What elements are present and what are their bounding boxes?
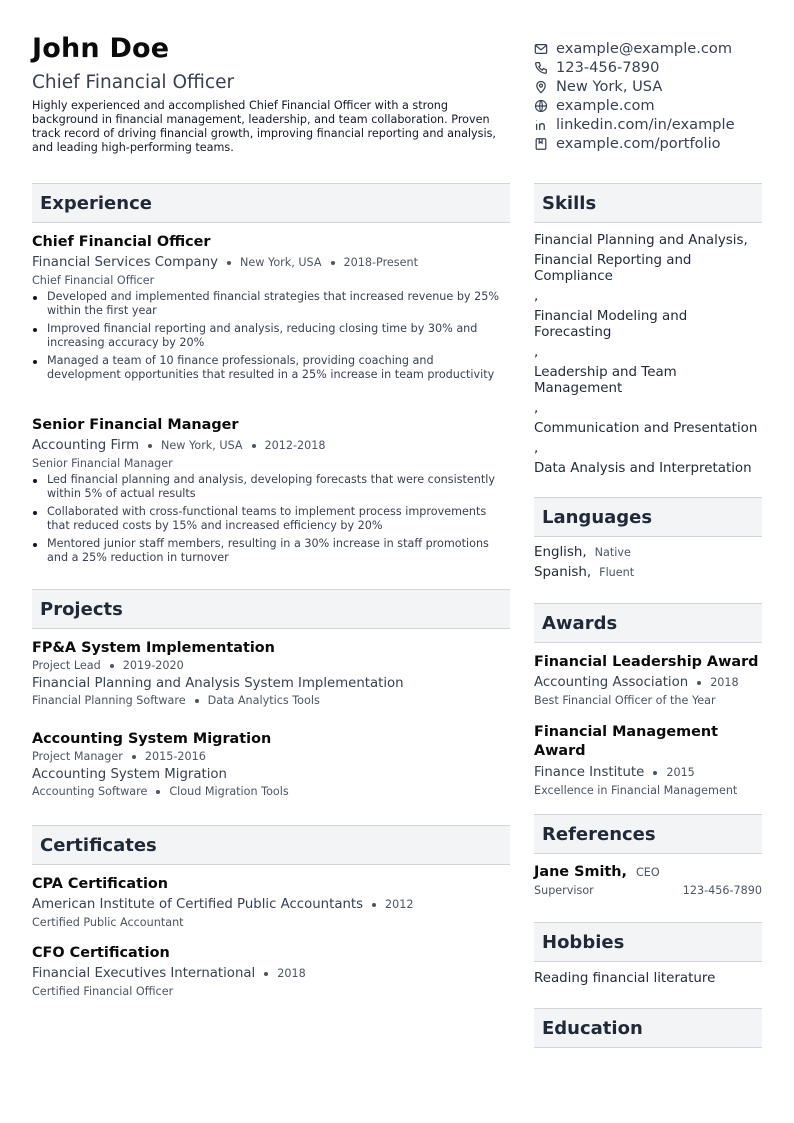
certificate-issuer-line [32,897,510,912]
location-pin-icon [534,80,548,94]
separator-dot [653,771,657,775]
award-org: Accounting Association [534,675,689,690]
experience-item [32,417,510,569]
project-description: Accounting System Migration [32,767,227,782]
skills-list [534,233,762,477]
certificate-year: 2012 [385,898,414,911]
summary: Highly experienced and accomplished Chief Financial Officer with a strong background in financial management, leadership, and team collaboration. Proven track record of driving financial growth, improving financial reporting and analysis, and leading high-performing teams. [32,99,496,154]
candidate-title: Chief Financial Officer [32,72,235,93]
skill-item: Financial Modeling and Forecasting [534,309,688,340]
contact-location-text: New York, USA [556,78,663,95]
skill-separator: , [534,289,539,304]
mail-icon [534,42,548,56]
contact-email[interactable] [534,39,774,58]
job-org-line [32,438,510,453]
project-tool: Financial Planning Software [32,694,186,707]
job-bullet: Mentored junior staff members, resulting in a 30% increase in staff promotions and a 25% reduction in turnover [32,537,510,565]
certificate-description: Certified Financial Officer [32,985,174,998]
contact-portfolio-text: example.com/portfolio [556,135,721,152]
language-name: Spanish, [534,565,592,580]
certificate-issuer: American Institute of Certified Public Accountants [32,897,364,912]
project-tools [32,785,510,798]
job-company: Accounting Firm [32,438,140,453]
job-bullet: Developed and implemented financial strategies that increased revenue by 25% within the first year [32,290,510,318]
reference-name: Jane Smith, [534,864,627,880]
certificate-item [32,945,510,998]
job-bullet: Managed a team of 10 finance professionals, providing coaching and development opportunities that resulted in a 25% increase in team productivity [32,354,510,382]
project-tool: Accounting Software [32,785,148,798]
experience-item [32,234,510,386]
linkedin-icon [534,118,548,132]
job-bullets [32,473,510,565]
contact-website-text: example.com [556,97,655,114]
job-role: Senior Financial Manager [32,457,173,470]
project-tool: Cloud Migration Tools [169,785,289,798]
project-tools [32,694,510,707]
reference-position: CEO [635,866,660,879]
reference-detail-line [534,884,762,897]
project-role: Project Manager [32,750,123,763]
award-title: Financial Leadership Award [534,654,759,670]
experience-heading: Experience [32,183,510,223]
award-title: Financial Management Award [534,724,719,759]
language-item [534,545,762,565]
separator-dot [148,444,152,448]
project-meta [32,750,510,763]
project-name: Accounting System Migration [32,731,272,747]
language-level: Fluent [599,566,635,579]
award-org: Finance Institute [534,765,645,780]
award-description: Excellence in Financial Management [534,784,738,797]
project-role: Project Lead [32,659,101,672]
job-bullets [32,290,510,382]
language-item [534,565,762,585]
contact-phone[interactable] [534,58,774,77]
contact-phone-text: 123-456-7890 [556,59,660,76]
references-heading: References [534,814,762,854]
certificate-item [32,876,510,929]
separator-dot [264,972,268,976]
separator-dot [372,903,376,907]
hobbies-list [534,971,762,987]
project-description: Financial Planning and Analysis System Implementation [32,676,404,691]
contact-portfolio[interactable] [534,134,774,153]
project-tool: Data Analytics Tools [207,694,320,707]
certificate-issuer-line [32,966,510,981]
job-title: Chief Financial Officer [32,234,211,250]
job-title: Senior Financial Manager [32,417,239,433]
reference-name-line [534,864,762,880]
contact-website[interactable] [534,96,774,115]
contact-email-text: example@example.com [556,40,733,57]
skill-item: Data Analysis and Interpretation [534,461,752,476]
award-year: 2018 [710,676,739,689]
job-bullet: Collaborated with cross-functional teams to implement process improvements that reduced costs by 15% and increased efficiency by 20% [32,505,510,533]
job-company: Financial Services Company [32,255,219,270]
job-bullet: Led financial planning and analysis, developing forecasts that were consistently within 5% of actual results [32,473,510,501]
job-bullet: Improved financial reporting and analysis, reducing closing time by 30% and increasing accuracy by 20% [32,322,510,350]
certificate-name: CFO Certification [32,945,170,961]
globe-icon [534,99,548,113]
hobbies-heading: Hobbies [534,922,762,962]
skill-separator: , [534,345,539,360]
project-dates: 2019-2020 [122,659,184,672]
skills-heading: Skills [534,183,762,223]
reference-phone: 123-456-7890 [682,884,762,897]
separator-dot [331,261,335,265]
language-name: English, [534,545,587,560]
award-year: 2015 [666,766,695,779]
language-level: Native [594,546,631,559]
separator-dot [252,444,256,448]
separator-dot [227,261,231,265]
project-dates: 2015-2016 [144,750,206,763]
certificate-name: CPA Certification [32,876,169,892]
candidate-name: John Doe [32,33,170,64]
hobby-item: Reading financial literature [534,971,716,986]
contact-linkedin-text: linkedin.com/in/example [556,116,735,133]
contact-location [534,77,774,96]
certificates-heading: Certificates [32,825,510,865]
certificate-description: Certified Public Accountant [32,916,184,929]
phone-icon [534,61,548,75]
reference-item [534,864,762,897]
skill-item: Leadership and Team Management [534,365,677,396]
reference-relation: Supervisor [534,884,594,897]
certificate-issuer: Financial Executives International [32,966,256,981]
contact-linkedin[interactable] [534,115,774,134]
project-item [32,731,510,798]
job-org-line [32,255,510,270]
contact-list [534,39,774,153]
job-role: Chief Financial Officer [32,274,155,287]
separator-dot [110,664,114,668]
award-description: Best Financial Officer of the Year [534,694,716,707]
bookmark-icon [534,137,548,151]
skill-separator: , [534,401,539,416]
skill-item: Financial Reporting and Compliance [534,253,692,284]
skill-item: Financial Planning and Analysis, [534,233,748,248]
award-org-line [534,765,762,780]
certificate-year: 2018 [277,967,306,980]
skill-item: Communication and Presentation [534,421,758,436]
job-dates: 2018-Present [343,256,418,269]
project-meta [32,659,510,672]
education-heading: Education [534,1008,762,1048]
languages-heading: Languages [534,497,762,537]
award-item [534,654,762,707]
award-item [534,723,762,797]
project-item [32,640,510,707]
job-location: New York, USA [240,256,322,269]
awards-heading: Awards [534,603,762,643]
skill-separator: , [534,441,539,456]
separator-dot [132,755,136,759]
award-org-line [534,675,762,690]
job-location: New York, USA [161,439,243,452]
separator-dot [697,681,701,685]
separator-dot [195,699,199,703]
separator-dot [156,790,160,794]
job-dates: 2012-2018 [264,439,326,452]
project-name: FP&A System Implementation [32,640,275,656]
projects-heading: Projects [32,589,510,629]
languages-list [534,545,762,585]
